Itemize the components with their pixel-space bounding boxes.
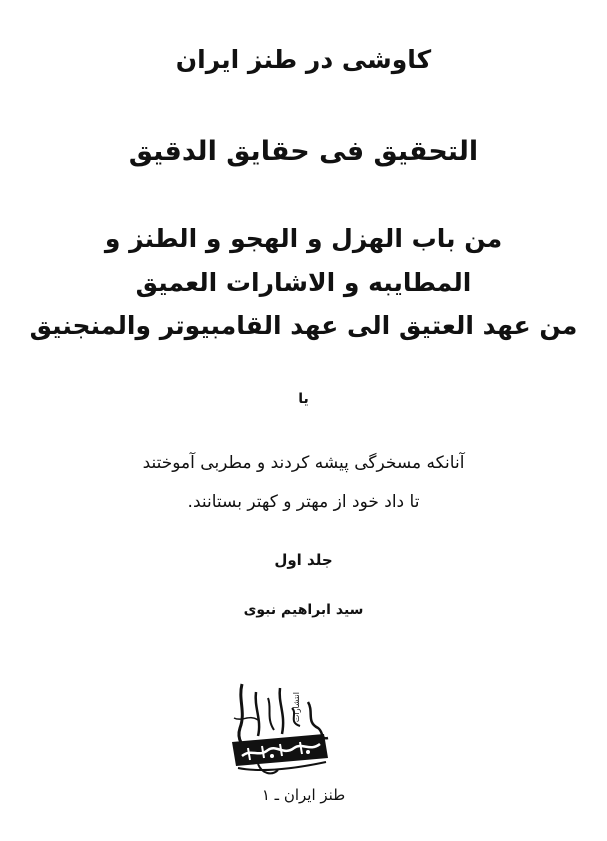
alt-title-line-2: تا داد خود از مهتر و کهتر بستانند. [187,492,420,512]
publisher-logo-label: انتشارات [292,692,301,723]
main-title: التحقیق فی حقایق الدقیق [128,136,479,167]
publisher-logo [228,678,338,780]
subtitle-line-2: المطایبه و الاشارات العمیق [135,268,472,297]
volume-label: جلد اول [274,551,333,569]
subtitle-line-1: من باب الهزل و الهجو و الطنز و [104,224,503,253]
series-heading: کاوشی در طنز ایران [175,45,432,74]
alt-title-line-1: آنانکه مسخرگی پیشه کردند و مطربی آموختند [142,453,465,473]
or-word: یا [298,391,309,407]
subtitle-line-3: من عهد العتیق الی عهد القامبیوتر والمنجنیق [29,311,578,340]
publisher-logo-icon [228,678,338,780]
author-name: سید ابراهیم نبوی [243,602,364,618]
series-number: طنز ایران ـ ۱ [261,786,346,804]
